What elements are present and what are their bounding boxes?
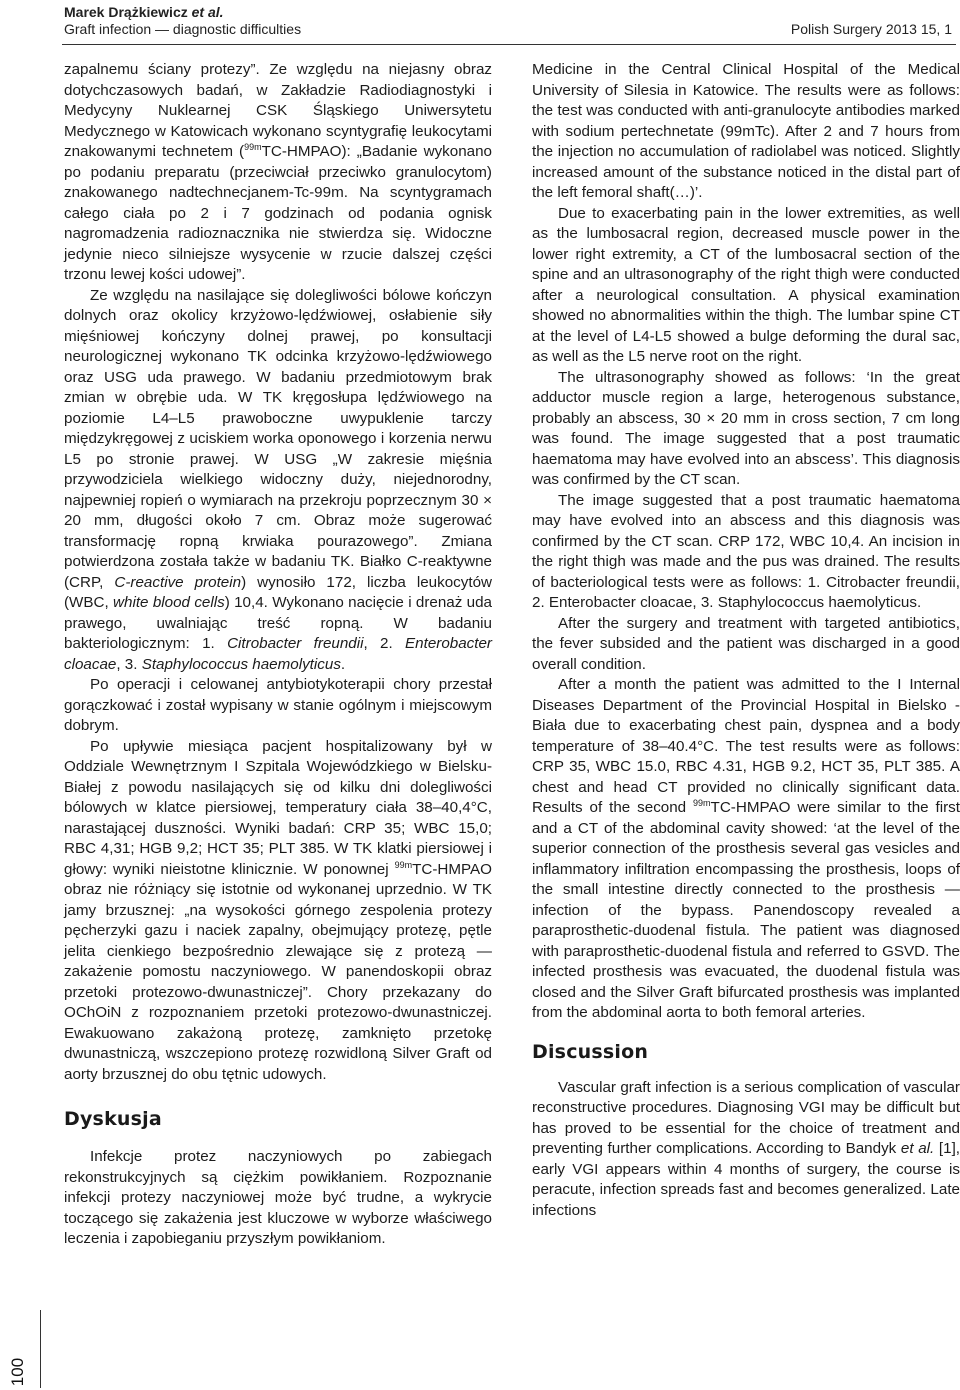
right-paragraph-5: After the surgery and treatment with targeted antibiotics, the fever subsided and the patient was discharged in a good overall condition.	[532, 614, 960, 673]
right-paragraph-3: The ultrasonography showed as follows: ‘In the great adductor muscle region a large, heterogenous substance, probably an abscess, 30 × 20 mm in cross section, 7 cm long was found. The image suggested that a post traumatic haematoma may have evolved into an abscess’. This diagnosis was confirmed by the CT scan.	[532, 368, 960, 488]
section-heading-dyskusja: Dyskusja	[64, 1108, 162, 1130]
running-header	[64, 4, 301, 38]
right-column	[532, 60, 960, 1221]
section-heading-discussion: Discussion	[532, 1040, 649, 1063]
left-paragraph-3: Po operacji i celowanej antybiotykoterapii chory przestał gorączkować i został wypisany w stanie ogólnym i miejscowym dobrym.	[64, 676, 492, 734]
left-paragraph-5: Infekcje protez naczyniowych po zabiegach rekonstrukcyjnych są ciężkim powikłaniem. Rozpoznanie infekcji protezy naczyniowej może być trudne, a wykrycie toczącego się zakażenia jest kluczowe w wyborze właściwego leczenia i zapobieganiu przyszłym powikłaniom.	[64, 1148, 492, 1247]
right-paragraph-6: After a month the patient was admitted to the I Internal Diseases Department of the Provincial Hospital in Bielsko -Biała due to exacerbating chest pain, dyspnea and a body temperature of 38–40.4°C. The test results were as follows: CRP 35, WBC 15.0, RBC 4.31, HGB 9.2, HCT 35, PLT 385. A chest and head CT provided no clinically significant data. Results of the second $^{99m}$TC-HMPAO were similar to the first and a CT of the abdominal cavity showed: ‘at the level of the superior connection of the prosthesis several gas vesicles and inflammatory infiltration encompassing the prosthesis, loops of the small intestine directly connected to the prosthesis — infection of the bypass. Panendoscopy revealed a paraprosthetic-duodenal fistula. The patient was diagnosed with paraprosthetic-duodenal fistula and referred to GSVD. The infected prosthesis was evacuated, the duodenal fistula was closed and the Silver Graft bifurcated prosthesis was implanted from the abdominal aorta to both femoral arteries.	[532, 676, 960, 1021]
header-journal: Polish Surgery 2013 15, 1	[790, 21, 952, 37]
left-column	[64, 60, 492, 1250]
right-paragraph-1: Medicine in the Central Clinical Hospital of the Medical University of Silesia in Katowice. The results were as follows: the test was conducted with anti-granulocyte antibodies marked with sodium pertechnetate (99mTc). After 2 and 7 hours from the injection no accumulation of radiolabel was noticed. Slightly increased amount of the substance noticed in the distal part of the left femoral shaft(…)’.	[532, 61, 960, 201]
page-number: 100	[8, 1357, 27, 1387]
header-et-al: et al.	[191, 4, 224, 20]
page-number-rule	[40, 1310, 41, 1388]
right-paragraph-7: Vascular graft infection is a serious complication of vascular reconstructive procedures. Diagnosing VGI may be difficult but has proved to be essential for the choice of treatment and preventing further complications. According to Bandyk et al. [1], early VGI appears within 4 months of surgery, the course is peracute, infection spreads fast and becomes generalized. Late infections	[532, 1078, 960, 1219]
left-paragraph-2: Ze względu na nasilające się dolegliwości bólowe kończyn dolnych oraz okolicy krzyżowo-lędźwiowej, osłabienie siły mięśniowej kończyny dolnej prawej, po konsultacji neurologicznej wykonano TK odcinka krzyżowo-lędźwiowego oraz USG uda prawego. W badaniu przedmiotowym brak zmian w obrębie uda. W TK kręgosłupa lędźwiowego na poziomie L4–L5 prawoboczne uwypuklenie tarczy międzykręgowej z uciskiem worka oponowego i korzenia nerwu L5 po stronie prawej. W USG „W zakresie mięśnia przywodziciela wielkiego widoczny duży, niejednorodny, najpewniej ropień o wymiarach na przekroju poprzecznym 30 × 20 mm, długości około 7 cm. Obraz może sugerować transformację ropną krwiaka pourazowego”. Zmiana potwierdzona została także w badaniu TK. Białko C-reaktywne (CRP, C-reactive protein) wynosiło 172, liczba leukocytów (WBC, white blood cells) 10,4. Wykonano nacięcie i drenaż uda prawego, uwalniając treść ropną. W badaniu bakteriologicznym: 1. Citrobacter freundii, 2. Enterobacter cloacae, 3. Staphylococcus haemolyticus.	[64, 286, 492, 673]
header-author: Marek Drążkiewicz	[64, 4, 188, 20]
left-paragraph-4: Po upływie miesiąca pacjent hospitalizowany był w Oddziale Wewnętrznym I Szpitala Wojewódzkiego w Bielsku-Białej z powodu nasilających się od kilku dni dolegliwości bólowych w klatce piersiowej, temperatury ciała 38–40,4°C, narastającej duszności. Wyniki badań: CRP 35; WBC 15,0; RBC 4,31; HGB 9,2; HCT 35; PLT 385. W TK klatki piersiowej i głowy: wyniki nieistotne klinicznie. W ponownej $^{99m}$TC-HMPAO obraz nie różniący się istotnie od wykonanej uprzednio. W TK jamy brzusznej: „na wysokości górnego zespolenia protezy pęcherzyki gazu i naciek zapalny, obejmujący protezę, pętle jelita cienkiego bezpośrednio zlewające się z protezą — zakażenie pomostu naczyniowego. W panendoskopii obraz przetoki protezowo-dwunastniczej”. Chory przekazany do OChOiN z rozpoznaniem przetoki protezowo-dwunastniczej. Ewakuowano zakażoną protezę, zamknięto przetokę dwunastniczą, wszczepiono protezę rozwidloną Silver Graft od aorty brzusznej do obu tętnic udowych.	[64, 737, 492, 1083]
right-paragraph-2: Due to exacerbating pain in the lower extremities, as well as the lumbosacral region, decreased muscle power in the lower right extremity, a CT of the lumbosacral section of the spine and an ultrasonography of the right thigh were conducted after a neurological consultation. A physical examination showed no abnormalities within the thigh. The lumbar spine CT at the level of L4-L5 showed a bulge deforming the dural sac, as well as the L5 nerve root on the right.	[532, 204, 960, 365]
header-article-title: Graft infection — diagnostic difficulties	[64, 21, 302, 37]
header-rule	[62, 44, 956, 45]
right-paragraph-4: The image suggested that a post traumatic haematoma may have evolved into an abscess and this diagnosis was confirmed by the CT scan. CRP 172, WBC 10,4. An incision in the right thigh was made and the pus was drained. The results of bacteriological tests were as follows: 1. Citrobacter freundii, 2. Enterobacter cloacae, 3. Staphylococcus haemolyticus.	[532, 491, 960, 611]
left-paragraph-1: zapalnemu ściany protezy”. Ze względu na niejasny obraz dotychczasowych badań, w Zakładzie Radiodiagnostyki i Medycyny Nuklearnej CSK Śląskiego Uniwersytetu Medycznego w Katowicach wykonano scyntygrafię leukocytami znakowanymi technetem ($^{99m}$TC-HMPAO): „Badanie wykonano po podaniu preparatu (przeciwciał przeciwko granulocytom) znakowanego nadtechnecjanem-Tc-99m. Na scyntygramach całego ciała po 2 i 7 godzinach od podania ognisk nagromadzenia radioznacznika nie stwierdza się. Widoczne jedynie nieco silniejsze wysycenie w rzucie dalszej części trzonu lewej kości udowej”.	[64, 61, 492, 283]
